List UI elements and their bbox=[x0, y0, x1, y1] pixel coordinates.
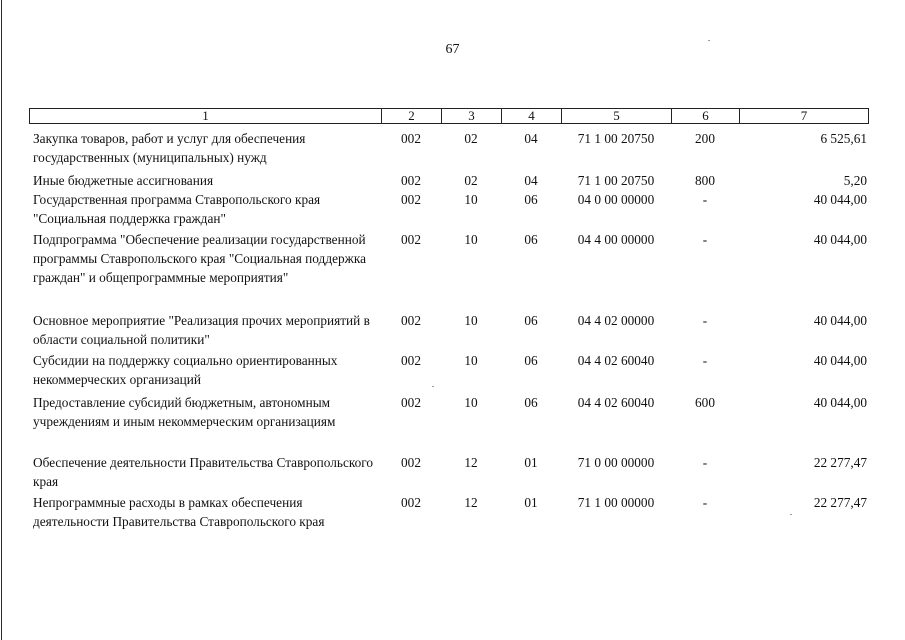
table-row bbox=[29, 493, 869, 531]
row-code-2: 002 bbox=[401, 131, 421, 146]
row-code-2: 002 bbox=[401, 455, 421, 470]
row-name: Государственная программа Ставропольского края "Социальная поддержка граждан" bbox=[33, 192, 321, 226]
row-code-5: 71 1 00 20750 bbox=[577, 173, 655, 188]
table-row bbox=[29, 171, 869, 190]
row-code-5: 04 4 02 60040 bbox=[577, 353, 655, 368]
row-code-2: 002 bbox=[401, 173, 421, 188]
row-name: Основное мероприятие "Реализация прочих мероприятий в области социальной политики" bbox=[33, 313, 370, 347]
row-amount: 40 044,00 bbox=[813, 395, 867, 410]
row-code-3: 10 bbox=[464, 313, 478, 328]
row-code-2: 002 bbox=[401, 192, 421, 207]
row-code-3: 10 bbox=[464, 192, 478, 207]
header-col-5: 5 bbox=[562, 109, 672, 123]
row-amount: 22 277,47 bbox=[813, 495, 867, 510]
row-code-2: 002 bbox=[401, 353, 421, 368]
row-code-2: 002 bbox=[401, 495, 421, 510]
row-code-5: 71 0 00 00000 bbox=[577, 455, 655, 470]
row-amount: 40 044,00 bbox=[813, 232, 867, 247]
header-col-7: 7 bbox=[800, 108, 808, 123]
table-row bbox=[29, 230, 869, 287]
row-code-6: - bbox=[702, 455, 708, 470]
row-code-4: 04 bbox=[524, 131, 538, 146]
row-code-4: 06 bbox=[524, 192, 538, 207]
row-code-6: - bbox=[702, 232, 708, 247]
row-code-3: 02 bbox=[464, 173, 478, 188]
row-code-5: 71 1 00 20750 bbox=[577, 131, 655, 146]
header-col-4: 4 bbox=[502, 109, 562, 123]
row-code-2: 002 bbox=[401, 313, 421, 328]
row-code-5: 04 4 00 00000 bbox=[577, 232, 655, 247]
row-code-4: 01 bbox=[524, 495, 538, 510]
row-code-2: 002 bbox=[401, 395, 421, 410]
row-amount: 40 044,00 bbox=[813, 192, 867, 207]
page-left-edge bbox=[1, 0, 2, 640]
row-code-6: 600 bbox=[695, 395, 715, 410]
row-code-4: 06 bbox=[524, 395, 538, 410]
row-amount: 6 525,61 bbox=[820, 131, 867, 146]
row-name: Обеспечение деятельности Правительства Ставропольского края bbox=[33, 455, 374, 489]
scan-speck bbox=[708, 40, 710, 41]
row-code-6: - bbox=[702, 353, 708, 368]
header-col-3: 3 bbox=[442, 109, 502, 123]
table-row bbox=[29, 311, 869, 349]
row-code-5: 04 4 02 60040 bbox=[577, 395, 655, 410]
table-row bbox=[29, 453, 869, 491]
row-code-5: 04 0 00 00000 bbox=[577, 192, 655, 207]
row-code-6: 200 bbox=[695, 131, 715, 146]
scan-speck bbox=[790, 514, 792, 515]
row-code-4: 04 bbox=[524, 173, 538, 188]
row-amount: 40 044,00 bbox=[813, 353, 867, 368]
row-code-4: 01 bbox=[524, 455, 538, 470]
row-code-6: - bbox=[702, 313, 708, 328]
row-code-6: - bbox=[702, 495, 708, 510]
header-col-2: 2 bbox=[382, 109, 442, 123]
row-code-3: 12 bbox=[464, 495, 478, 510]
table-row bbox=[29, 393, 869, 431]
table-header bbox=[29, 108, 869, 124]
row-code-3: 10 bbox=[464, 395, 478, 410]
row-code-4: 06 bbox=[524, 313, 538, 328]
row-name: Предоставление субсидий бюджетным, автономным учреждениям и иным некоммерческим организациям bbox=[33, 395, 336, 429]
table-row bbox=[29, 351, 869, 389]
row-code-5: 71 1 00 00000 bbox=[577, 495, 655, 510]
header-col-6: 6 bbox=[672, 109, 740, 123]
row-code-4: 06 bbox=[524, 353, 538, 368]
row-name: Субсидии на поддержку социально ориентированных некоммерческих организаций bbox=[33, 353, 338, 387]
row-code-3: 10 bbox=[464, 353, 478, 368]
row-code-3: 12 bbox=[464, 455, 478, 470]
header-col-1: 1 bbox=[30, 109, 382, 123]
page-number: 67 bbox=[445, 42, 460, 57]
table-row bbox=[29, 190, 869, 228]
row-code-3: 10 bbox=[464, 232, 478, 247]
row-amount: 40 044,00 bbox=[813, 313, 867, 328]
row-code-3: 02 bbox=[464, 131, 478, 146]
row-name: Закупка товаров, работ и услуг для обеспечения государственных (муниципальных) нужд bbox=[33, 131, 306, 165]
scan-speck bbox=[432, 386, 434, 387]
row-code-4: 06 bbox=[524, 232, 538, 247]
row-name: Иные бюджетные ассигнования bbox=[33, 173, 214, 188]
row-code-6: 800 bbox=[695, 173, 715, 188]
row-code-2: 002 bbox=[401, 232, 421, 247]
row-amount: 22 277,47 bbox=[813, 455, 867, 470]
row-code-6: - bbox=[702, 192, 708, 207]
row-name: Подпрограмма "Обеспечение реализации государственной программы Ставропольского края "Социальная поддержка граждан" и общепрограммные мероприятия" bbox=[33, 232, 366, 285]
row-code-5: 04 4 02 00000 bbox=[577, 313, 655, 328]
table-row bbox=[29, 129, 869, 167]
row-name: Непрограммные расходы в рамках обеспечения деятельности Правительства Ставропольского края bbox=[33, 495, 325, 529]
row-amount: 5,20 bbox=[843, 173, 867, 188]
